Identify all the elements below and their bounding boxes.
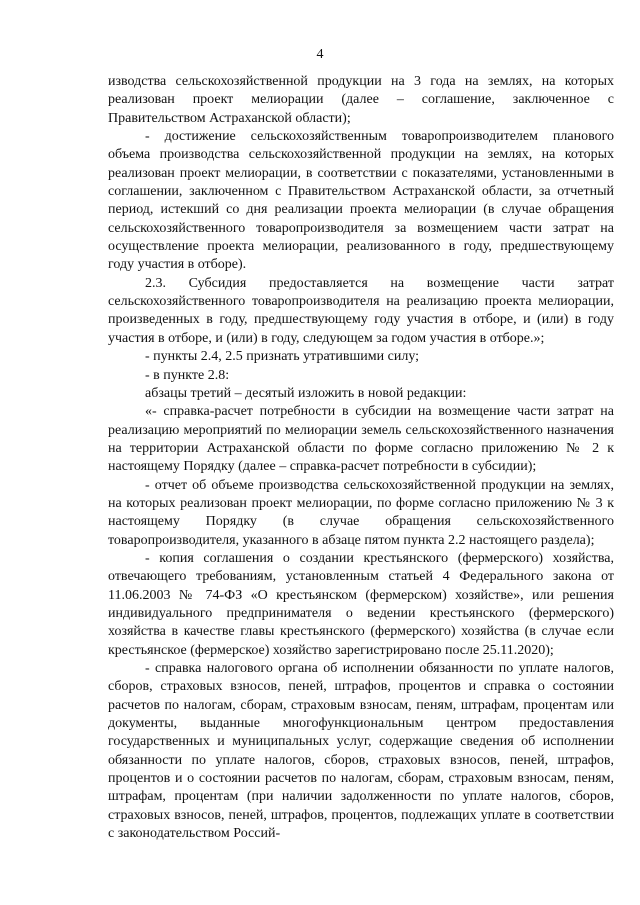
paragraph-production-report: - отчет об объеме производства сельскохозяйственной продукции на землях, на которых реализован проект мелиорации, по форме согласно приложению № 3 к настоящему Порядку (в случае обращения сельскохозяйственного товаропроизводителя, указанного в абзаце пятом пункта 2.2 настоящего раздела);	[108, 477, 614, 548]
document-body	[108, 73, 614, 843]
page-number: 4	[316, 47, 324, 62]
paragraph-plan-achievement: - достижение сельскохозяйственным товаропроизводителем планового объема производства сельскохозяйственной продукции на землях, на которых реализован проект мелиорации, в соответствии с показателями, установленными в соглашении, заключенном с Правительством Астраханской области, за отчетный период, истекший со дня реализации проекта мелиорации (в случае обращения сельскохозяйственного товаропроизводителя за возмещением части затрат на осуществление проекта мелиорации, реализованного в году, предшествующему году участия в отборе).	[108, 129, 614, 273]
paragraph-clauses-2-4-2-5: - пункты 2.4, 2.5 признать утратившими силу;	[145, 349, 420, 365]
paragraph-tax-certificate: - справка налогового органа об исполнении обязанности по уплате налогов, сборов, страховых взносов, пеней, штрафов, процентов и справка о состоянии расчетов по налогам, сборам, страховым взносам, пеням, штрафам, процентам или документы, выданные многофункциональным центром предоставления государственных и муниципальных услуг, содержащие сведения об исполнении обязанности по уплате налогов, сборов, страховых взносов, пеней, штрафов, процентов и о состоянии расчетов по налогам, сборам, страховым взносам, пеням, штрафам, процентам (при наличии задолженности по уплате налогов, сборов, страховых взносов, пеней, штрафов, процентов, подлежащих уплате в соответствии с законодательством Россий-	[108, 661, 614, 842]
paragraph-clause-2-8: - в пункте 2.8:	[145, 367, 230, 383]
paragraph-continuation: изводства сельскохозяйственной продукции на 3 года на землях, на которых реализован проект мелиорации (далее – соглашение, заключенное с Правительством Астраханской области);	[108, 74, 614, 126]
paragraph-clause-2-3: 2.3. Субсидия предоставляется на возмещение части затрат сельскохозяйственного товаропроизводителя на реализацию проекта мелиорации, произведенных в году, предшествующему году участия в отборе, и (или) в году участия в отборе, и (или) в году, следующем за годом участия в отборе.»;	[108, 275, 614, 346]
paragraph-new-edition: абзацы третий – десятый изложить в новой редакции:	[145, 385, 467, 401]
paragraph-calculation-certificate: «- справка-расчет потребности в субсидии на возмещение части затрат на реализацию мероприятий по мелиорации земель сельскохозяйственного назначения на территории Астраханской области по форме согласно приложению № 2 к настоящему Порядку (далее – справка-расчет потребности в субсидии);	[108, 404, 614, 475]
paragraph-farm-agreement-copy: - копия соглашения о создании крестьянского (фермерского) хозяйства, отвечающего требованиям, установленным статьей 4 Федерального закона от 11.06.2003 № 74-ФЗ «О крестьянском (фермерском) хозяйстве», или решения индивидуального предпринимателя о ведении крестьянского (фермерского) хозяйства в качестве главы крестьянского (фермерского) хозяйства (в случае если крестьянское (фермерское) хозяйство зарегистрировано после 25.11.2020);	[108, 550, 614, 658]
